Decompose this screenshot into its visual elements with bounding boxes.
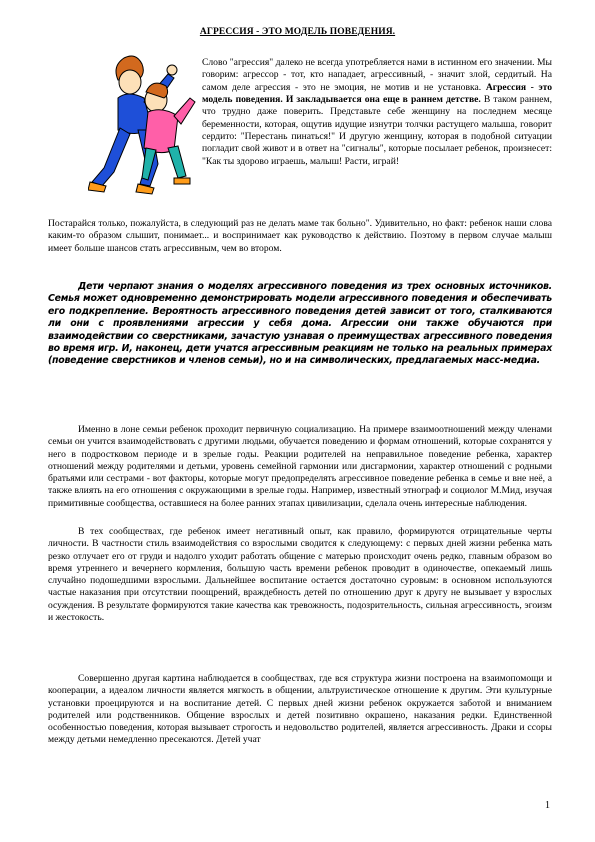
intro-text-end: Постарайся только, пожалуйста, в следующий раз не делать маме так больно". Удивительно, но факт: ребенок наши слова каким-то образом слышит, понимает... и воспринимает как руководство к действию. Поэтому в первом случае малыш имеет больше шансов стать агрессивным, чем во втором. [48,218,552,254]
intro-paragraph-wrap [202,57,552,168]
intro-paragraph-full [48,218,552,255]
intro-text: Слово "агрессия" далеко не всегда употребляется нами в истинном его значении. Мы говорим: агрессор - тот, кто нападает, агрессивный, - значит злой, сердитый. На самом деле агрессия - это не эмоция, не мотив и не установка. [202,57,552,93]
paragraph-negative-communities: В тех сообществах, где ребенок имеет негативный опыт, как правило, формируются отрицательные черты личности. В частности стиль взаимодействия со взрослыми сводится к следующему: с первых дней жизни ребенка мать резко отлучает его от груди и надолго уходит работать общение с матерью происходит очень редко, главным образом во время утреннего и вечернего кормления, большую часть времени ребенок проводит в одиночестве, опекаемый лишь случайно подошедшими взрослыми. Дальнейшее воспитание остается достаточно суровым: в основном используются частые наказания при отсутствии поощрений, враждебность детей по отношению друг к другу не вызывает у взрослых осуждения. В результате формируются такие качества как тревожность, подозрительность, сильная агрессивность, эгоизм и жестокость. [48,526,552,624]
intro-bold-statement: Агрессия - это модель поведения. И закладывается она еще в раннем детстве. [202,81,552,106]
italic-paragraph: Дети черпают знания о моделях агрессивного поведения из трех основных источников. Семья может одновременно демонстрировать модели агрессивного поведения и обеспечивать его подкрепление. Вероятность агрессивного поведения детей зависит от того, сталкиваются ли они с проявлениями агрессии у себя дома. Агрессии они также обучаются при взаимодействии со сверстниками, зачастую узнавая о преимуществах агрессивного поведения во время игр. И, наконец, дети учатся агрессивным реакциям не только на реальных примерах (поведение сверстников и членов семьи), но и на символических, предлагаемых масс-медиа. [48,281,552,367]
paragraph-family-socialization: Именно в лоне семьи ребенок проходит первичную социализацию. На примере взаимоотношений между членами семьи он учится взаимодействовать с другими людьми, обучается поведению и формам отношений, которые сохранятся у него в подростковом периоде и в зрелые годы. Реакции родителей на неправильное поведение ребенка, характер отношений между родителями и детьми, уровень семейной гармонии или дисгармонии, характер отношений с родными братьями или сестрами - вот факторы, которые могут предопределять агрессивное поведение ребенка в семье и вне неё, а также влиять на его отношения с окружающими в зрелые годы. Например, известный этнограф и социолог М.Мид, изучая примитивные сообщества, оставшиеся на более ранних этапах цивилизации, сделала очень интересные наблюдения. [48,424,552,509]
intro-text-continued: В таком раннем, что трудно даже поверить. Представьте себе женщину на последнем месяце беременности, которая, ощутив идущие изнутри толчки растущего малыша, говорит сердито: "Перестань пинаться!" И другую женщину, которая в подобной ситуации погладит свой живот и в ответ на "сигналы", которые посылает ребенок, произнесет: "Как ты здорово играешь, малыш! Расти, играй! [202,94,552,167]
paragraph-positive-communities: Совершенно другая картина наблюдается в сообществах, где вся структура жизни построена на взаимопомощи и кооперации, а идеалом личности является мягкость в общении, альтруистическое отношение к другим. Эти культурные установки проецируются и на воспитание детей. С первых дней жизни ребенок окружается заботой и вниманием родителей или родственников. Общение взрослых и детей позитивно окрашено, наказания редки. Единственной особенностью поведения, которая вызывает строгость и недовольство родителей, является агрессивность. Драки и ссоры между детьми немедленно пресекаются. Детей учат [48,673,552,746]
fighting-boys-illustration [88,50,198,200]
page-number: 1 [545,800,550,811]
page-title: АГРЕССИЯ - ЭТО МОДЕЛЬ ПОВЕДЕНИЯ. [199,27,396,37]
